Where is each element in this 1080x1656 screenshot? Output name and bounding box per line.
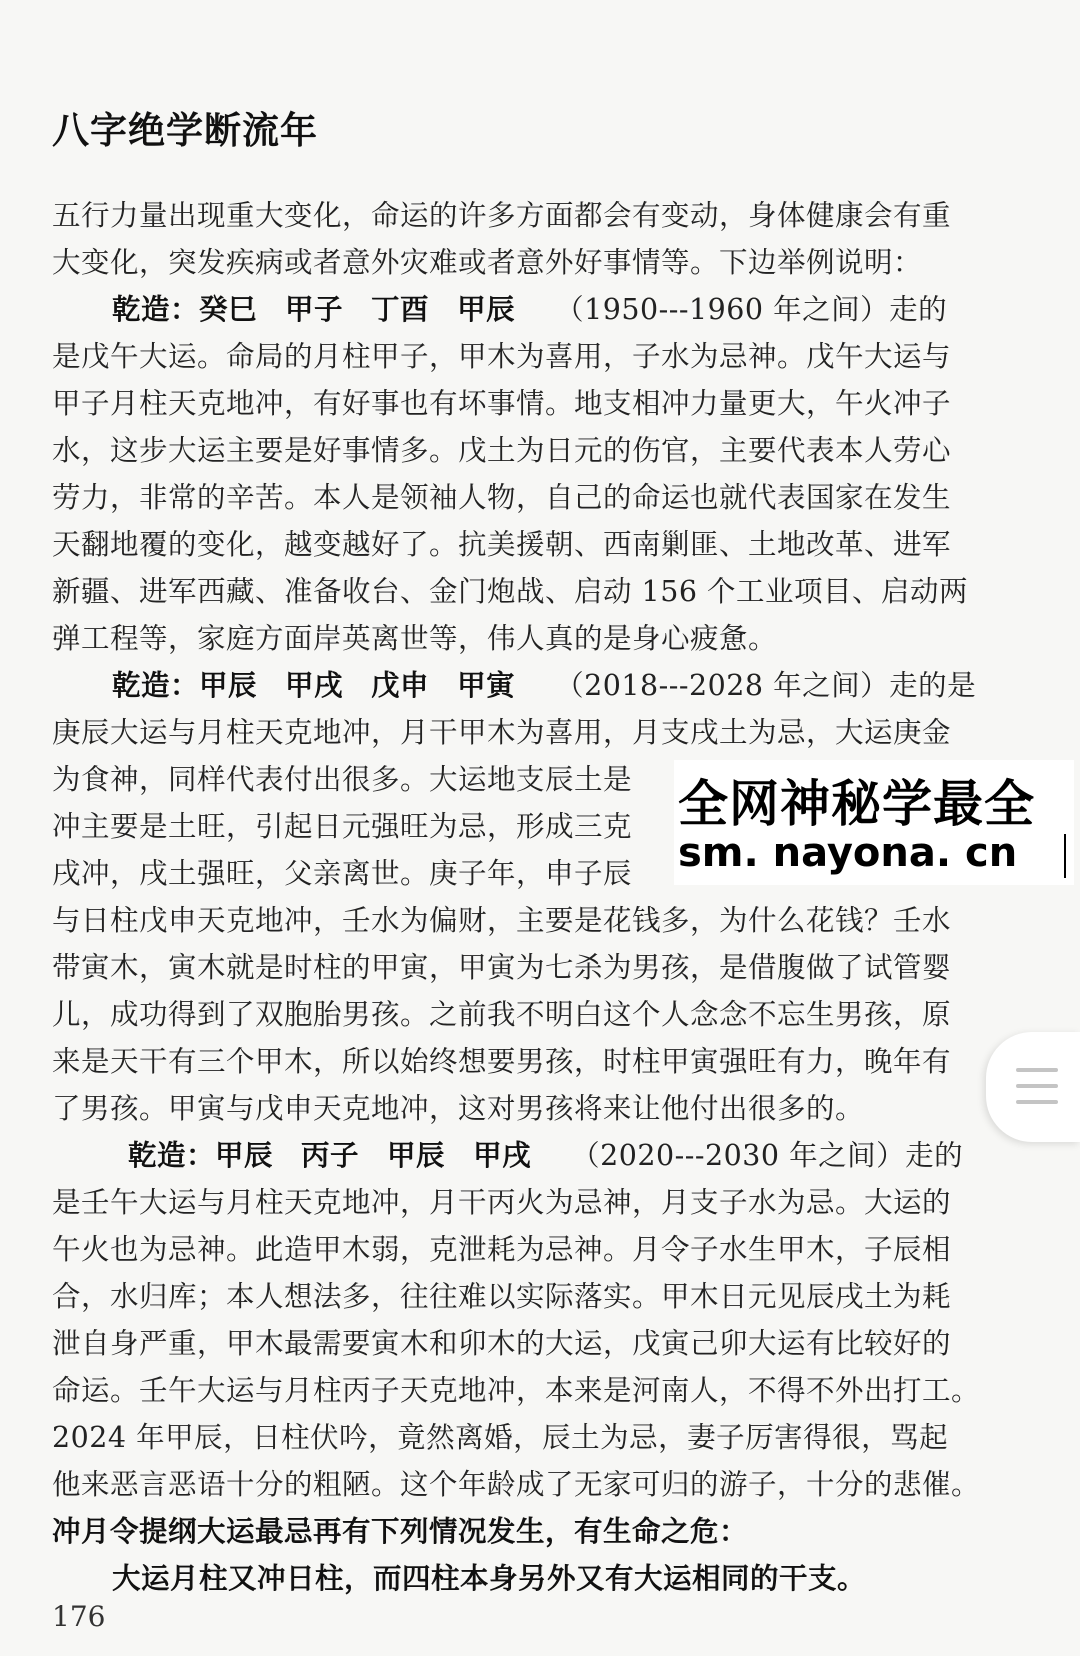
paragraph-line: 冲主要是土旺，引起日元强旺为忌，形成三克	[52, 810, 633, 843]
paragraph-line: 与日柱戊申天克地冲，壬水为偏财，主要是花钱多，为什么花钱？壬水	[52, 904, 952, 937]
paragraph-line: 弹工程等，家庭方面岸英离世等，伟人真的是身心疲惫。	[52, 622, 778, 655]
pillar: 甲寅	[457, 668, 516, 702]
paragraph-line: 命运。壬午大运与月柱丙子天克地冲，本来是河南人，不得不外出打工。	[52, 1374, 981, 1407]
paragraph-line: 了男孩。甲寅与戊申天克地冲，这对男孩将来让他付出很多的。	[52, 1092, 865, 1125]
case-label: 乾造：	[128, 1138, 216, 1172]
paragraph-line: 甲子月柱天克地冲，有好事也有坏事情。地支相冲力量更大，午火冲子	[52, 387, 952, 420]
pillar: 甲戌	[473, 1138, 532, 1172]
paragraph-line: 新疆、进军西藏、准备收台、金门炮战、启动 156 个工业项目、启动两	[52, 575, 969, 608]
pillar: 丁酉	[371, 292, 430, 326]
pillar: 癸巳	[199, 292, 258, 326]
paragraph-line: 是壬午大运与月柱天克地冲，月干丙火为忌神，月支子水为忌。大运的	[52, 1186, 952, 1219]
paragraph-line: 是戊午大运。命局的月柱甲子，甲木为喜用，子水为忌神。戊午大运与	[52, 340, 952, 373]
paragraph-line: 天翻地覆的变化，越变越好了。抗美援朝、西南剿匪、土地改革、进军	[52, 528, 952, 561]
case-heading-2	[52, 662, 1012, 709]
pillar: 甲辰	[457, 292, 516, 326]
paragraph-line: 五行力量出现重大变化，命运的许多方面都会有变动，身体健康会有重	[52, 199, 952, 232]
warning-item: 大运月柱又冲日柱，而四柱本身另外又有大运相同的干支。	[112, 1561, 867, 1595]
case-heading-3	[52, 1132, 1012, 1179]
watermark-text: 全网神秘学最全	[678, 775, 1035, 833]
paragraph-line: 戌冲，戌土强旺，父亲离世。庚子年，申子辰	[52, 857, 633, 890]
paragraph-line: 来是天干有三个甲木，所以始终想要男孩，时柱甲寅强旺有力，晚年有	[52, 1045, 952, 1078]
floating-menu-button[interactable]	[986, 1032, 1080, 1142]
pillar: 甲辰	[199, 668, 258, 702]
paragraph-line: 合，水归库；本人想法多，往往难以实际落实。甲木日元见辰戌土为耗	[52, 1280, 952, 1313]
watermark-banner	[674, 760, 1074, 885]
pillar: 戊申	[371, 668, 430, 702]
paragraph-line: 水，这步大运主要是好事情多。戊土为日元的伤官，主要代表本人劳心	[52, 434, 952, 467]
year-range: （2018---2028 年之间）走的是	[555, 669, 977, 702]
paragraph-line: 儿，成功得到了双胞胎男孩。之前我不明白这个人念念不忘生男孩，原	[52, 998, 952, 1031]
pillar: 甲戌	[285, 668, 344, 702]
case-heading-1	[52, 286, 1012, 333]
pillar: 甲子	[285, 292, 344, 326]
running-header-title: 八字绝学断流年	[52, 109, 318, 152]
year-range: （1950---1960 年之间）走的	[555, 293, 948, 326]
text-cursor	[1064, 834, 1066, 878]
page-body	[52, 192, 1012, 1602]
paragraph-line: 劳力，非常的辛苦。本人是领袖人物，自己的命运也就代表国家在发生	[52, 481, 952, 514]
warning-heading: 冲月令提纲大运最忌再有下列情况发生，有生命之危：	[52, 1514, 749, 1548]
paragraph-line: 午火也为忌神。此造甲木弱，克泄耗为忌神。月令子水生甲木，子辰相	[52, 1233, 952, 1266]
pillar: 甲辰	[215, 1138, 274, 1172]
paragraph-line: 大变化，突发疾病或者意外灾难或者意外好事情等。下边举例说明：	[52, 246, 923, 279]
case-label: 乾造：	[112, 668, 200, 702]
paragraph-line: 带寅木，寅木就是时柱的甲寅，甲寅为七杀为男孩，是借腹做了试管婴	[52, 951, 952, 984]
paragraph-line: 泄自身严重，甲木最需要寅木和卯木的大运，戊寅己卯大运有比较好的	[52, 1327, 952, 1360]
paragraph-line: 他来恶言恶语十分的粗陋。这个年龄成了无家可归的游子，十分的悲催。	[52, 1468, 981, 1501]
paragraph-line: 庚辰大运与月柱天克地冲，月干甲木为喜用，月支戌土为忌，大运庚金	[52, 716, 952, 749]
paragraph-line: 为食神，同样代表付出很多。大运地支辰土是	[52, 763, 633, 796]
pillar: 丙子	[301, 1138, 360, 1172]
year-range: （2020---2030 年之间）走的	[571, 1139, 964, 1172]
page-number: 176	[52, 1600, 106, 1633]
watermark-url: sm. nayona. cn	[678, 830, 1018, 876]
hamburger-menu-icon	[1016, 1068, 1058, 1104]
pillar: 甲辰	[387, 1138, 446, 1172]
paragraph-line: 2024 年甲辰，日柱伏吟，竟然离婚，辰土为忌，妻子厉害得很，骂起	[52, 1421, 949, 1454]
case-label: 乾造：	[112, 292, 200, 326]
